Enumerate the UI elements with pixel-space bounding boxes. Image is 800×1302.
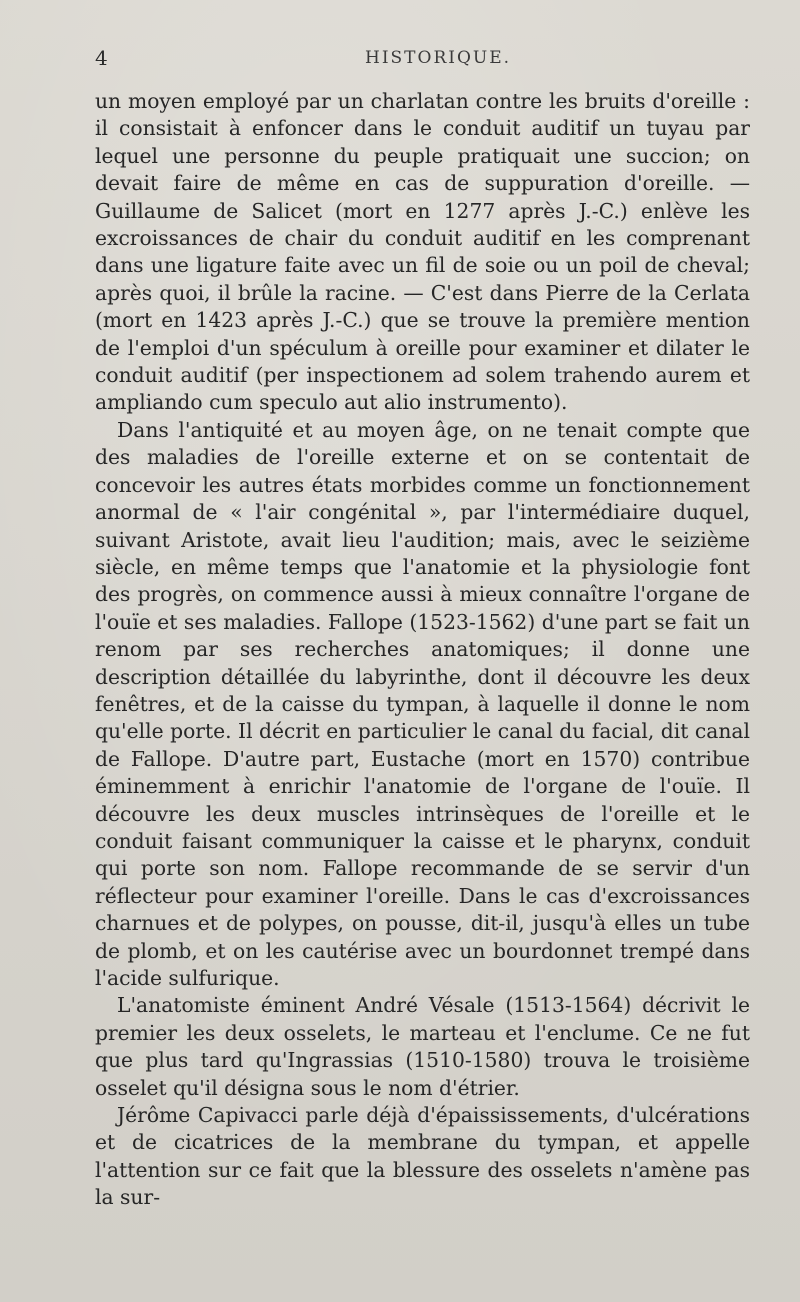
paragraph-4: Jérôme Capivacci parle déjà d'épaississements, d'ulcérations et de cicatrices de la membrane du tympan, et appelle l'attention sur ce fait que la blessure des osselets n'amène pas la sur- bbox=[95, 1103, 750, 1210]
paragraph-1: un moyen employé par un charlatan contre les bruits d'oreille : il consistait à enfoncer dans le conduit auditif un tuyau par lequel une personne du peuple pratiquait une succion; on devait faire de même en cas de suppuration d'oreille. — Guillaume de Salicet (mort en 1277 après J.-C.) enlève les excroissances de chair du conduit auditif en les comprenant dans une ligature faite avec un fil de soie ou un poil de cheval; après quoi, il brûle la racine. — C'est dans Pierre de la Cerlata (mort en 1423 après J.-C.) que se trouve la première mention de l'emploi d'un spéculum à oreille pour examiner et dilater le conduit auditif (per inspectionem ad solem trahendo aurem et ampliando cum speculo aut alio instrumento). bbox=[95, 89, 750, 415]
body-text bbox=[95, 88, 750, 1212]
page-number: 4 bbox=[95, 46, 108, 70]
paragraph-3: L'anatomiste éminent André Vésale (1513-1564) décrivit le premier les deux osselets, le marteau et l'enclume. Ce ne fut que plus tard qu'Ingrassias (1510-1580) trouva le troisième osselet qu'il désigna sous le nom d'étrier. bbox=[95, 993, 750, 1100]
page-header bbox=[95, 46, 750, 76]
running-title: HISTORIQUE. bbox=[365, 48, 512, 68]
paragraph-2: Dans l'antiquité et au moyen âge, on ne tenait compte que des maladies de l'oreille externe et on se contentait de concevoir les autres états morbides comme un fonctionnement anormal de « l'air congénital », par l'intermédiaire duquel, suivant Aristote, avait lieu l'audition; mais, avec le seizième siècle, en même temps que l'anatomie et la physiologie font des progrès, on commence aussi à mieux connaître l'organe de l'ouïe et ses maladies. Fallope (1523-1562) d'une part se fait un renom par ses recherches anatomiques; il donne une description détaillée du labyrinthe, dont il découvre les deux fenêtres, et de la caisse du tympan, à laquelle il donne le nom qu'elle porte. Il décrit en particulier le canal du facial, dit canal de Fallope. D'autre part, Eustache (mort en 1570) contribue éminemment à enrichir l'anatomie de l'organe de l'ouïe. Il découvre les deux muscles intrinsèques de l'oreille et le conduit faisant communiquer la caisse et le pharynx, conduit qui porte son nom. Fallope recommande de se servir d'un réflecteur pour examiner l'oreille. Dans le cas d'excroissances charnues et de polypes, on pousse, dit-il, jusqu'à elles un tube de plomb, et on les cautérise avec un bourdonnet trempé dans l'acide sulfurique. bbox=[95, 417, 750, 990]
